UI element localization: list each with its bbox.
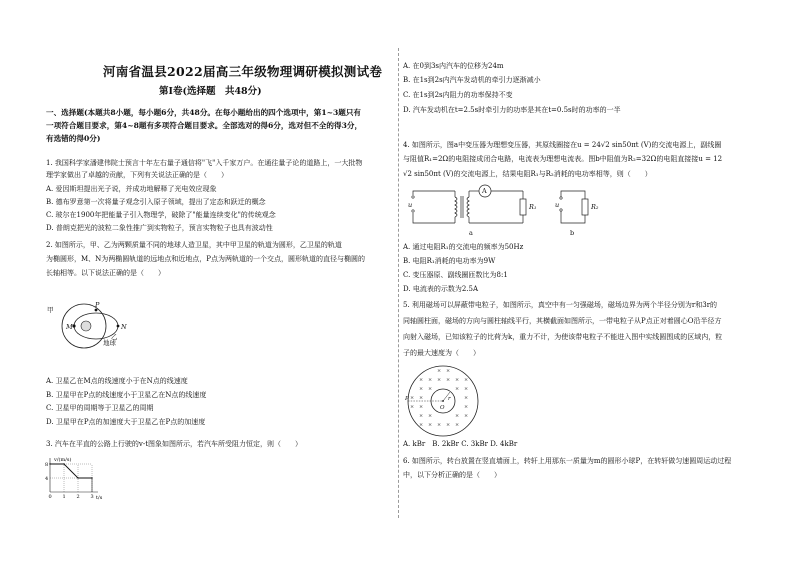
q2-stem: 长轴相等。以下说法正确的是（ ） [46, 269, 165, 277]
q3-option-c: C. 在1s到2s内阻力的功率保持不变 [403, 91, 513, 99]
label-earth: 地球 [103, 339, 116, 347]
q2-option-c: C. 卫星甲的周期等于卫星乙的周期 [46, 404, 154, 412]
ammeter-icon: A [482, 187, 487, 195]
q3-stem: 3. 汽车在平直的公路上行驶的v-t图象如图所示，若汽车所受阻力恒定，则（ ） [46, 440, 303, 448]
label-jia: 甲 [47, 306, 54, 314]
field-cross: × [464, 413, 469, 419]
field-cross: × [446, 422, 451, 428]
q4-option-b: B. 电阻R₁消耗的电功率为9W [403, 257, 496, 265]
instruction-line: 一项符合题目要求，第4~8题有多项符合题目要求。全部选对的得6分，选对但不全的得3分， [46, 121, 363, 130]
field-cross: × [437, 368, 442, 374]
orbit-diagram [44, 301, 134, 351]
point-p [95, 309, 98, 312]
field-cross: × [464, 377, 469, 383]
q1-option-d: D. 普朗克把光的波粒二象性推广到实物粒子，预言实物粒子也具有波动性 [46, 224, 273, 232]
field-cross: × [428, 377, 433, 383]
section-heading: 第Ⅰ卷(选择题 共48分) [159, 86, 262, 97]
field-cross: × [464, 404, 469, 410]
label-b: b [570, 229, 575, 237]
transformer-circuit-diagram [405, 183, 625, 237]
paper-title: 河南省温县2022届高三年级物理调研模拟测试卷 [103, 64, 383, 79]
field-cross: × [419, 386, 424, 392]
label-m: M [66, 323, 73, 331]
y-tick-label: 4 [45, 476, 49, 482]
field-crosses [410, 368, 468, 428]
x-tick-label: 0 [48, 494, 52, 500]
field-cross: × [455, 413, 460, 419]
label-u-b: u [555, 201, 560, 209]
field-cross: × [428, 422, 433, 428]
earth-icon [81, 321, 91, 331]
q2-stem: 为椭圆形，M、N为两椭圆轨道的远地点和近地点，P点为两轨道的一个交点，圆形轨道的直径与椭圆的 [46, 255, 366, 263]
label-n: N [121, 323, 127, 331]
q4-option-a: A. 通过电阻R₁的交流电的频率为50Hz [403, 243, 524, 251]
field-cross: × [419, 422, 424, 428]
instruction-line: 一、选择题(本题共8小题，每小题6分，共48分。在每小题给出的四个选项中，第1~3题只有 [46, 108, 362, 117]
field-cross: × [410, 395, 415, 401]
field-cross: × [464, 386, 469, 392]
q1-stem: 理学家做出了卓越的贡献，下列有关说法正确的是（ ） [46, 171, 228, 179]
field-cross: × [446, 377, 451, 383]
y-tick-label: 8 [45, 462, 49, 468]
field-cross: × [419, 377, 424, 383]
q4-option-c: C. 变压器原、副线圈匝数比为8:1 [403, 271, 508, 279]
label-yi: 乙 [111, 333, 118, 341]
label-r2: R₂ [591, 203, 599, 211]
q4-stem: 4. 如图所示，图a中变压器为理想变压器，其原线圈接在u = 24√2 sin50πt (V)的交流电源上，副线圈 [403, 141, 722, 149]
q2-option-b: B. 卫星甲在P点的线速度小于卫星乙在N点的线速度 [46, 391, 207, 399]
label-u-a: u [408, 201, 413, 209]
q6-stem: 中，以下分析正确的是（ ） [403, 471, 501, 479]
q4-stem: √2 sin50πt (V)的交流电源上，结果电阻R₁与R₂消耗的电功率相等，则（ ） [403, 170, 652, 178]
q5-stem: 向射入磁场，已知该粒子的比荷为k，重力不计，为使该带电粒子不能进入图中实线圆围成的区域内，粒 [403, 333, 723, 341]
q2-stem: 2. 如图所示，甲、乙为两颗质量不同的地球人造卫星，其中甲卫星的轨道为圆形，乙卫星的轨道 [46, 241, 342, 249]
vt-data-point [77, 477, 78, 478]
q1-stem: 1. 我国科学家潘建伟院士预言十年左右量子通信将"飞"入千家万户。在通往量子论的道路上，一大批物 [46, 159, 363, 167]
field-cross: × [419, 413, 424, 419]
label-r1: R₁ [529, 203, 537, 211]
vt-ylabel: v/(m/s) [54, 457, 72, 463]
vt-xlabel: t/s [96, 495, 103, 501]
field-cross: × [428, 413, 433, 419]
vt-data-point [63, 463, 64, 464]
column-divider [398, 48, 399, 518]
field-cross: × [455, 386, 460, 392]
q1-option-b: B. 德布罗意第一次将量子观念引入原子领域，提出了定态和跃迁的概念 [46, 198, 266, 206]
q5-options: A. kBr B. 2kBr C. 3kBr D. 4kBr [403, 440, 518, 448]
x-tick-label: 2 [76, 494, 80, 500]
field-cross: × [428, 386, 433, 392]
q4-stem: 与阻值R₁=2Ω的电阻接成闭合电路，电流表为理想电流表。图b中阻值为R₂=32Ω的电阻直接接u = 12 [403, 155, 723, 163]
point-m [72, 324, 75, 327]
q5-stem: 子的最大速度为（ ） [403, 349, 480, 357]
q3-option-b: B. 在1s到2s内汽车发动机的牵引力逐渐减小 [403, 76, 541, 84]
q3-option-d: D. 汽车发动机在t=2.5s时牵引力的功率是其在t=0.5s时的功率的一半 [403, 106, 621, 114]
field-cross: × [446, 368, 451, 374]
field-cross: × [437, 377, 442, 383]
magnetic-field-diagram [406, 364, 480, 438]
vt-series-line [50, 464, 92, 478]
q3-option-a: A. 在0到3s内汽车的位移为24m [403, 62, 504, 70]
label-p: P [95, 301, 100, 309]
q5-stem: 5. 利用磁场可以屏蔽带电粒子，如图所示，真空中有一匀强磁场，磁场边界为两个半径分别为r和3r的 [403, 301, 718, 309]
q2-option-d: D. 卫星甲在P点的加速度大于卫星乙在P点的加速度 [46, 418, 206, 426]
q2-option-a: A. 卫星乙在M点的线速度小于在N点的线速度 [46, 377, 188, 385]
q1-option-a: A. 爱因斯坦提出光子说，并成功地解释了光电效应现象 [46, 185, 217, 193]
field-cross: × [455, 422, 460, 428]
x-tick-label: 3 [90, 494, 94, 500]
q1-option-c: C. 玻尔在1900年把能量子引入物理学，破除了"能量连续变化"的传统观念 [46, 211, 276, 219]
field-cross: × [410, 404, 415, 410]
field-cross: × [419, 404, 424, 410]
label-p: P [405, 396, 409, 402]
field-cross: × [437, 422, 442, 428]
label-o: O [440, 405, 445, 411]
vt-data-point [91, 477, 92, 478]
instruction-line: 有选错的得0分) [46, 134, 101, 143]
q4-option-d: D. 电流表的示数为2.5A [403, 285, 479, 293]
vt-marks [49, 463, 92, 492]
label-r: r [448, 396, 451, 402]
point-n [117, 325, 120, 328]
field-cross: × [464, 395, 469, 401]
vt-chart [40, 455, 106, 501]
q5-stem: 同轴圆柱面，磁场的方向与圆柱轴线平行，其横截面如图所示，一带电粒子从P点正对着圆心O沿半径方 [403, 317, 722, 325]
field-cross: × [419, 395, 424, 401]
q6-stem: 6. 如图所示，转台放置在竖直墙面上，转轩上用那东一质量为m的圆形小球P，在转轩做匀速圆周运动过程 [403, 457, 732, 465]
label-a: a [469, 229, 473, 237]
vt-data-point [49, 463, 50, 464]
field-cross: × [455, 377, 460, 383]
x-tick-label: 1 [62, 494, 66, 500]
